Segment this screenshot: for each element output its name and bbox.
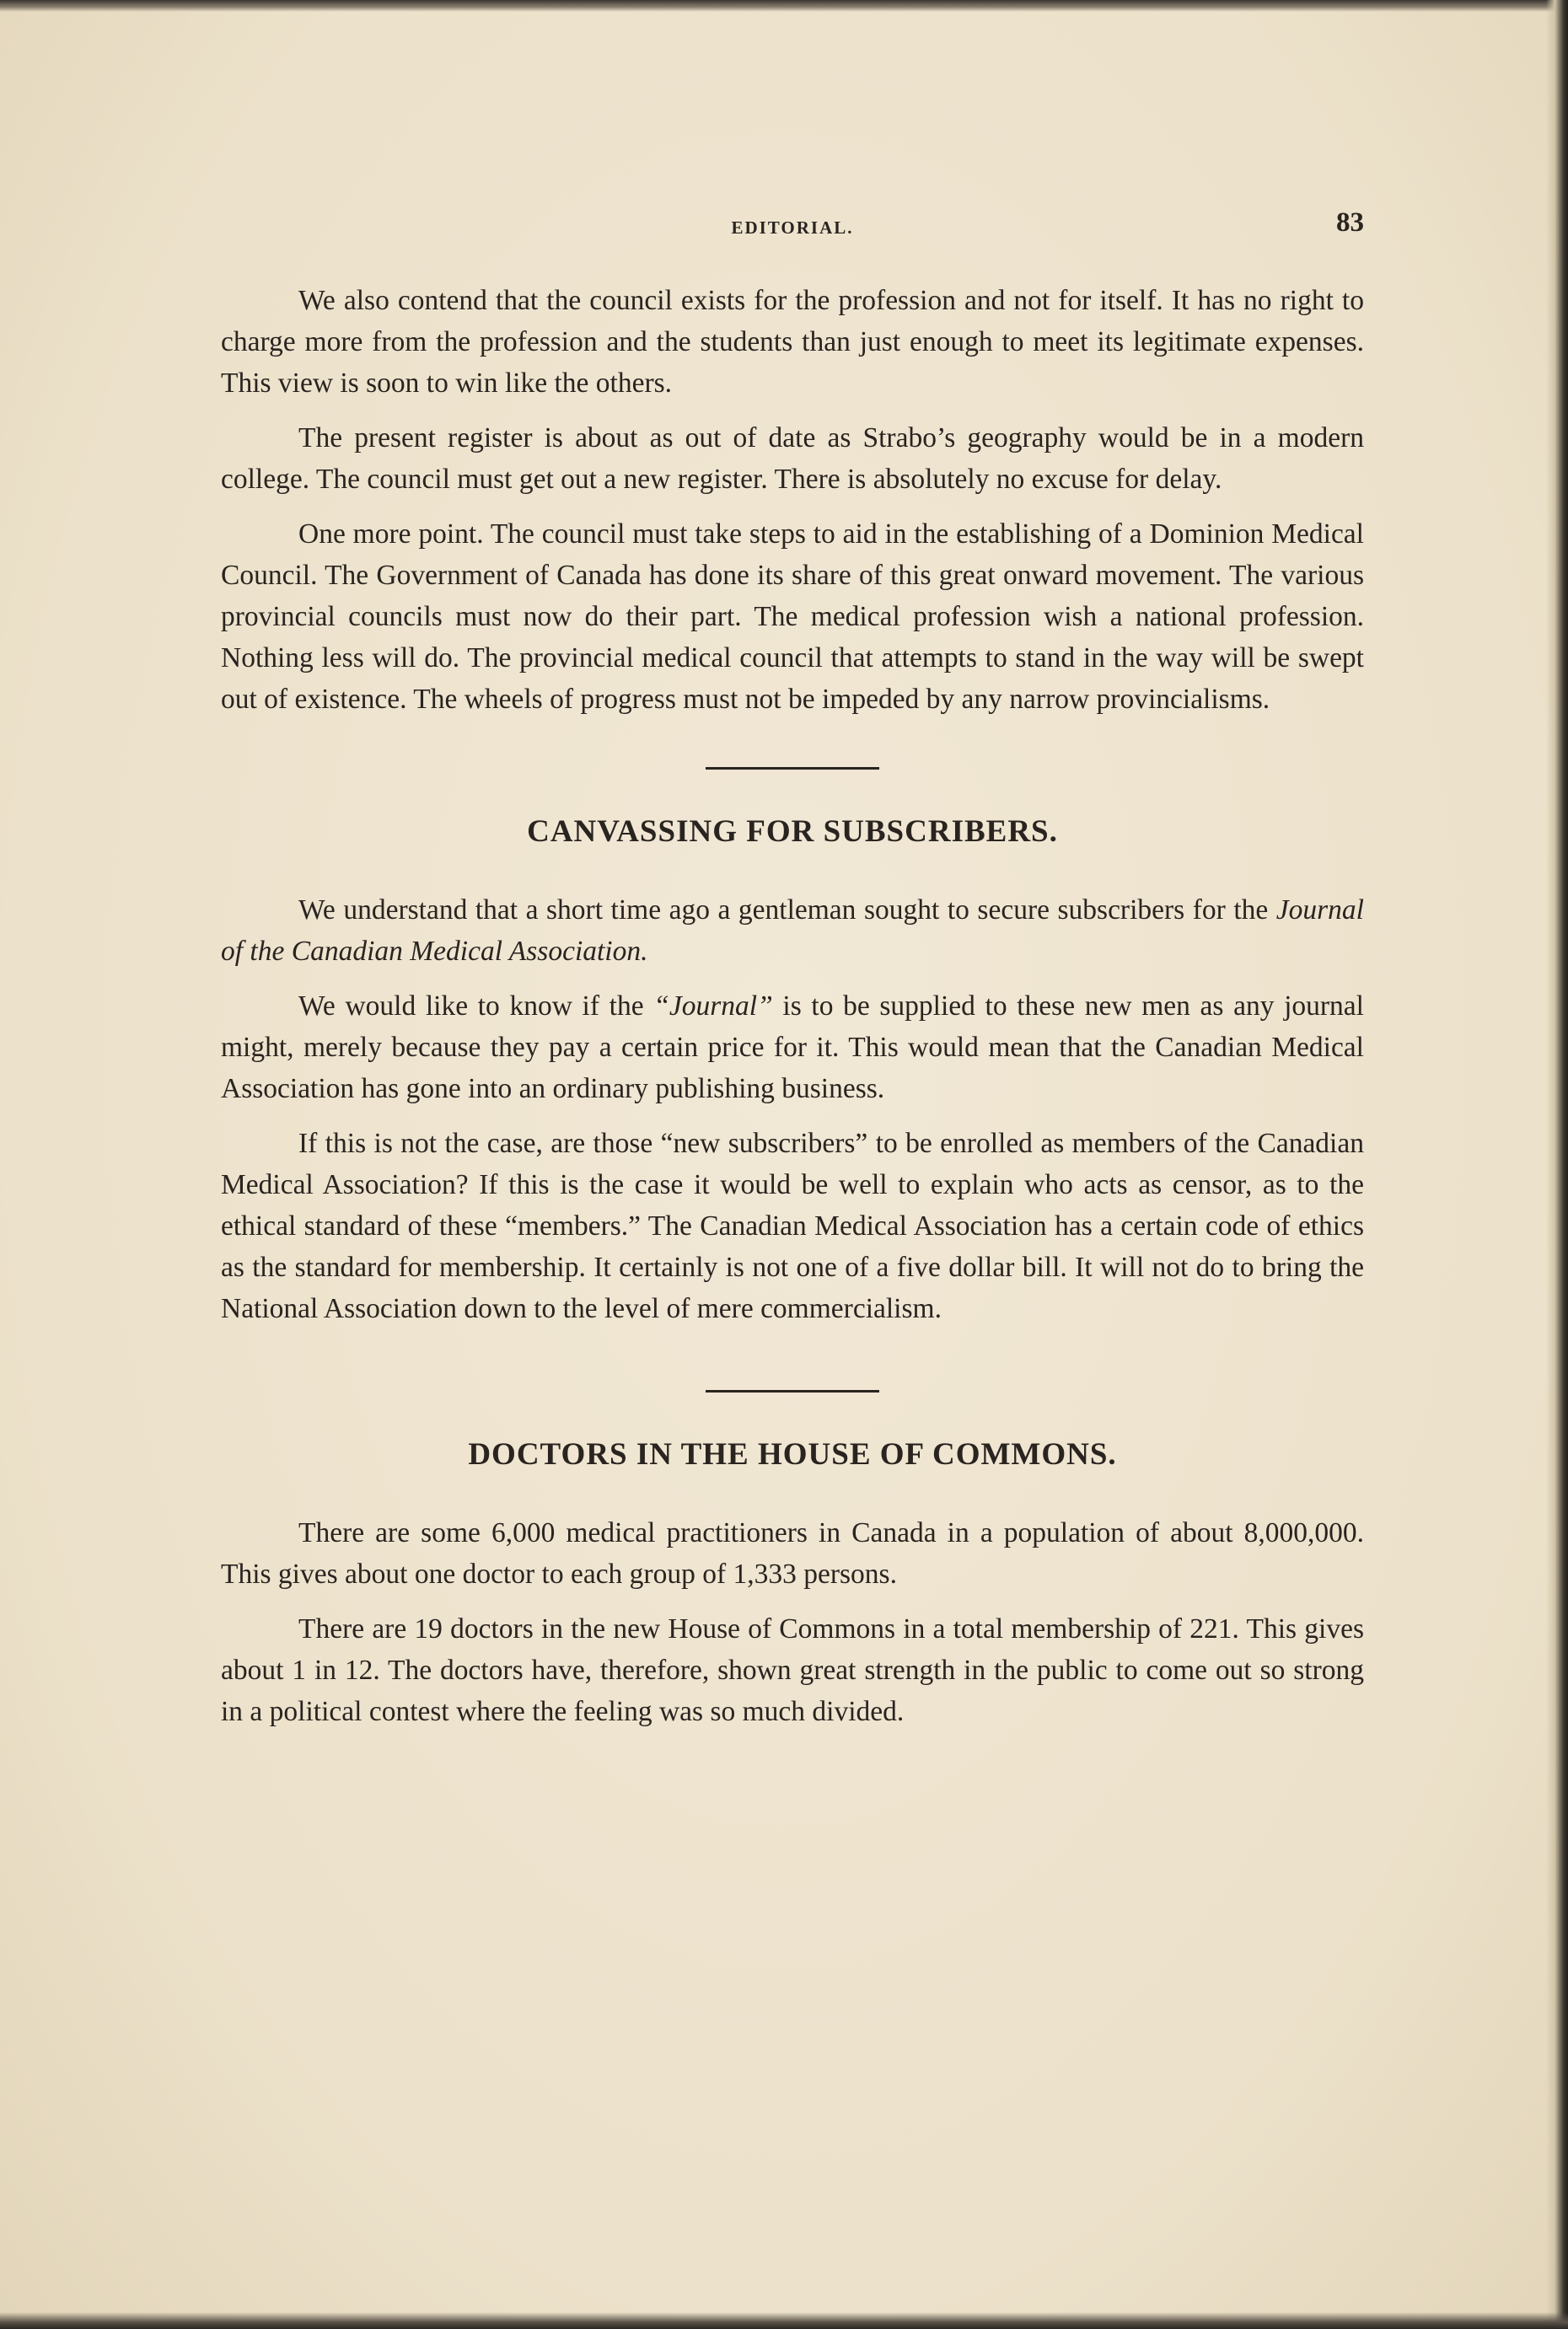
canvassing-paragraph-1 [221, 889, 1364, 972]
page-top-edge [0, 0, 1568, 12]
doctors-heading: DOCTORS IN THE HOUSE OF COMMONS. [468, 1437, 1117, 1472]
page-body [221, 280, 1364, 1746]
section-divider [706, 767, 879, 770]
page-header [221, 207, 1364, 248]
running-head: EDITORIAL. [731, 217, 854, 238]
page-right-edge [1546, 0, 1568, 2329]
canvassing-p2-tail: is to be supplied to these new men as any journal might, merely because they pay a certain price for it. This would mean that the Canadian Medical Association has gone into an ordinary publishing business. [221, 990, 1364, 1104]
intro-paragraph-1: We also contend that the council exists for the profession and not for itself. It has no right to charge more from the profession and the students than just enough to meet its legitimate expenses. This view is soon to win like the others. [221, 285, 1364, 399]
canvassing-p2-lead: We would like to know if the [298, 990, 654, 1022]
page-bottom-edge [0, 2312, 1568, 2329]
page-number: 83 [1336, 207, 1364, 238]
doctors-paragraph-2: There are 19 doctors in the new House of Commons in a total membership of 221. This gives about 1 in 12. The doctors have, therefore, shown great strength in the public to come out so strong in a political contest where the feeling was so much divided. [221, 1613, 1364, 1727]
canvassing-heading: CANVASSING FOR SUBSCRIBERS. [527, 814, 1058, 849]
canvassing-p1-text: We understand that a short time ago a gentleman sought to secure subscribers for the [298, 894, 1276, 926]
canvassing-paragraph-2 [221, 985, 1364, 1109]
doctors-paragraph-1: There are some 6,000 medical practitioners in Canada in a population of about 8,000,000. This gives about one doctor to each group of 1,333 persons. [221, 1517, 1364, 1590]
journal-title: Journal of the Canadian Medical Association. [221, 894, 1364, 967]
canvassing-paragraph-3: If this is not the case, are those “new subscribers” to be enrolled as members of the Canadian Medical Association? If this is the case it would be well to explain who acts as censor, as to the ethical standard of these “members.” The Canadian Medical Association has a certain code of ethics as the standard for membership. It certainly is not one of a five dollar bill. It will not do to bring the National Association down to the level of mere commercialism. [221, 1128, 1364, 1324]
section-divider [706, 1390, 879, 1393]
intro-paragraph-2: The present register is about as out of date as Strabo’s geography would be in a modern college. The council must get out a new register. There is absolutely no excuse for delay. [221, 422, 1364, 495]
intro-paragraph-3: One more point. The council must take steps to aid in the establishing of a Dominion Medical Council. The Government of Canada has done its share of this great onward movement. The various provincial councils must now do their part. The medical profession wish a national profession. Nothing less will do. The provincial medical council that attempts to stand in the way will be swept out of existence. The wheels of progress must not be impeded by any narrow provincialisms. [221, 518, 1364, 715]
journal-quote: “Journal” [653, 990, 773, 1022]
